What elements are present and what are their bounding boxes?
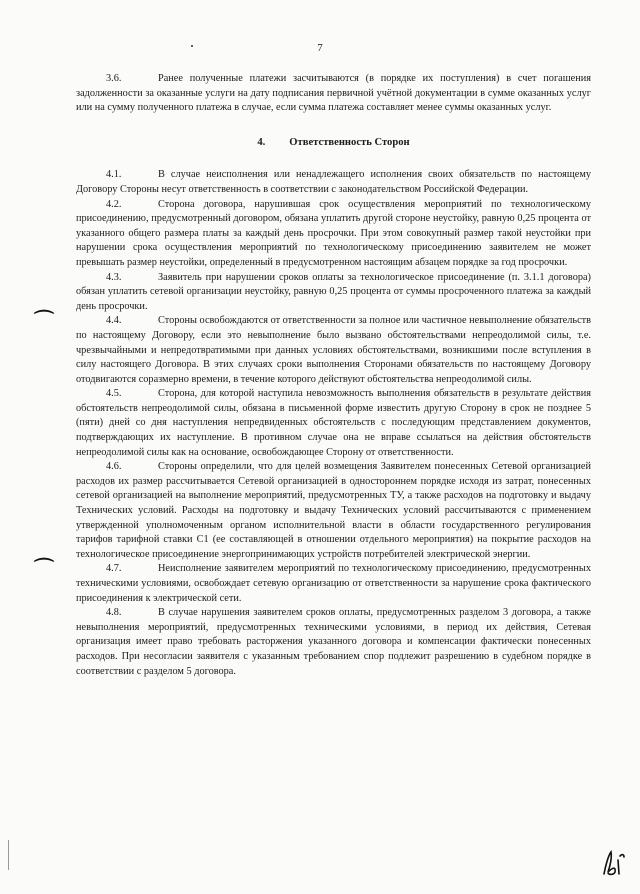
clause-number: 4.5. — [106, 388, 122, 400]
clause-number: 4.1. — [106, 169, 122, 181]
clause-text: Сторона, для которой наступила невозможность выполнения обязательств в результате действия обстоятельств непреодолимой силы, обязана в письменной форме известить другую Сторону в срок не позднее 5 (пяти) дней со дня наступления непредвиденных обстоятельств с последующим представлением документов, подтверждающих их наступление. В противном случае она не вправе ссылаться на действия обстоятельств непреодолимой силы как на основание, освобождающее Сторону от ответственности. — [76, 388, 591, 458]
hole-punch-mark: ⌒ — [34, 558, 54, 580]
clause-number: 4.6. — [106, 461, 122, 473]
document-body — [76, 72, 591, 679]
clause-number: 4.3. — [106, 271, 122, 283]
scan-speck — [191, 45, 193, 47]
clause-number: 4.8. — [106, 607, 122, 619]
clause-4-4 — [76, 314, 591, 387]
clause-text: В случае неисполнения или ненадлежащего исполнения своих обязательств по настоящему Договору Стороны несут ответственность в соответствии с законодательством Российской Федерации. — [76, 169, 591, 195]
page-number: 7 — [317, 42, 323, 54]
clause-3-6 — [76, 72, 591, 116]
clause-text: В случае нарушения заявителем сроков оплаты, предусмотренных разделом 3 договора, а также невыполнения мероприятий, предусмотренных техническими условиями, в период их действия, Сетевая организация имеет право требовать расторжения указанного договора и компенсации фактически понесенных расходов. При несогласии заявителя с указанным требованием спор подлежит разрешению в судебном порядке в соответствии с разделом 5 договора. — [76, 607, 591, 677]
clause-4-5 — [76, 387, 591, 460]
section-title: Ответственность Сторон — [289, 136, 410, 148]
clause-text: Заявитель при нарушении сроков оплаты за технологическое присоединение (п. 3.1.1 договора) обязан уплатить сетевой организации неустойку, равную 0,25 процента от суммы просроченного платежа за каждый день просрочки. — [76, 271, 591, 312]
clause-4-1 — [76, 168, 591, 197]
clause-number: 4.4. — [106, 315, 122, 327]
section-number: 4. — [257, 136, 266, 148]
clause-text: Сторона договора, нарушившая срок осуществления мероприятий по технологическому присоединению, предусмотренный договором, обязана уплатить другой стороне неустойку, равную 0,25 процента от указанного общего размера платы за каждый день просрочки. При этом совокупный размер такой неустойки при нарушении срока осуществления мероприятий по технологическому присоединению заявителем не может превышать размер неустойки, определенный в предусмотренном настоящим абзацем порядке за год просрочки. — [76, 198, 591, 268]
clause-text: Ранее полученные платежи засчитываются (в порядке их поступления) в счет погашения задолженности за оказанные услуги на дату подписания первичной учётной документации в сумме оказанных услуг или на сумму полученного платежа в случае, если сумма платежа составляет менее суммы оказанных услуг. — [76, 73, 591, 114]
clause-4-2 — [76, 198, 591, 271]
clause-text: Стороны определили, что для целей возмещения Заявителем понесенных Сетевой организацией расходов их размер рассчитывается Сетевой организацией в одностороннем порядке исходя из затрат, понесенных сетевой организацией на выполнение мероприятий, предусмотренных ТУ, а также расходов на подготовку и выдачу Технических условий. Расходы на подготовку и выдачу Технических условий рассчитываются с применением утвержденной уполномоченным органом исполнительной власти в области государственного регулирования тарифов тарифной ставки С1 (ее составляющей в отношении отдельного мероприятия) на покрытие расходов на технологическое присоединение энергопринимающих устройств потребителей электрической энергии. — [76, 461, 591, 560]
section-heading — [76, 136, 591, 151]
clause-4-7 — [76, 562, 591, 606]
clause-4-8 — [76, 606, 591, 679]
clause-number: 3.6. — [106, 73, 122, 84]
scan-edge-line — [8, 840, 9, 870]
clause-4-6 — [76, 460, 591, 562]
clause-text: Неисполнение заявителем мероприятий по технологическому присоединению, предусмотренных техническими условиями, освобождает сетевую организацию от ответственности за нарушение срока фактического присоединения к электрической сети. — [76, 563, 591, 604]
clause-number: 4.7. — [106, 563, 122, 575]
clause-number: 4.2. — [106, 198, 122, 210]
hole-punch-mark: ⌒ — [34, 310, 54, 332]
clause-4-3 — [76, 271, 591, 315]
signature-initials — [600, 848, 628, 878]
clause-text: Стороны освобождаются от ответственности за полное или частичное невыполнение обязательств по настоящему Договору, если это невыполнение было вызвано обстоятельствами непреодолимой силы, т.е. чрезвычайными и непредотвратимыми при данных условиях обстоятельствами, возникшими после вступления в силу настоящего Договора. В этих случаях сроки выполнения Сторонами обязательств по настоящему Договору отодвигаются соразмерно времени, в течение которого действуют обстоятельства непреодолимой силы. — [76, 315, 592, 385]
